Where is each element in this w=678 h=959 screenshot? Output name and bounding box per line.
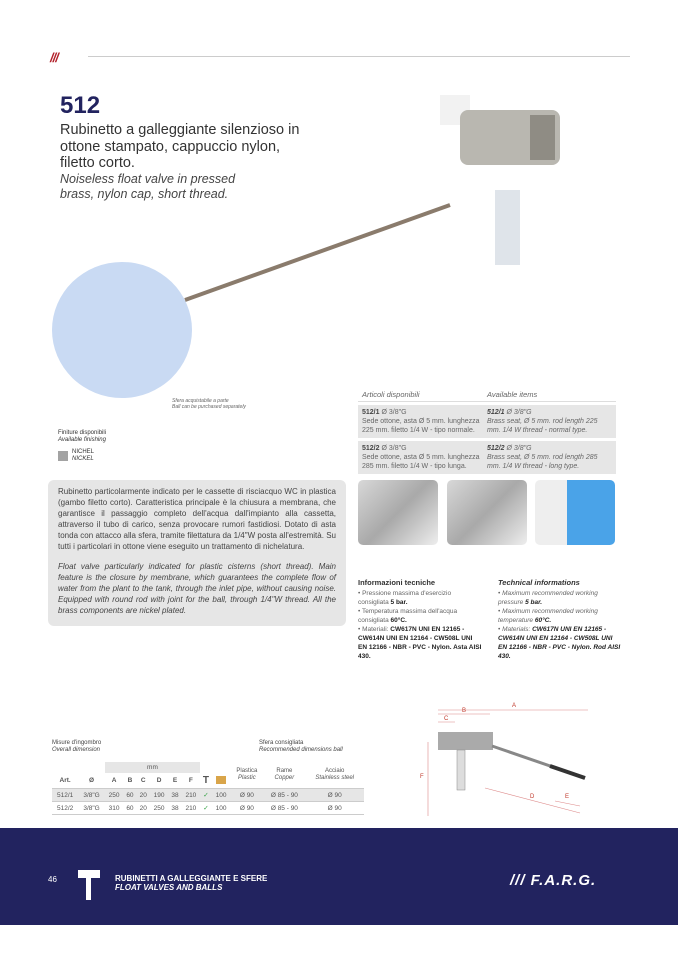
dim-label-c: C: [444, 716, 449, 722]
finishing-label-it: Finiture disponibili: [58, 430, 107, 436]
product-title-it: Rubinetto a galleggiante silenzioso in ottone stampato, cappuccio nylon, filetto corto.: [60, 122, 300, 171]
tech-value: 60°C.: [534, 617, 552, 624]
finishing-label-en: Available finishing: [58, 437, 106, 443]
table-cell: 20: [139, 804, 147, 812]
table-cell: 210: [185, 804, 197, 812]
articles-header-en: Available items: [487, 390, 538, 399]
ball-header: Copper: [274, 775, 295, 781]
table-cell: 210: [185, 791, 197, 799]
tech-value: 60°C.: [390, 617, 407, 624]
table-cell: Ø 90: [327, 804, 342, 812]
valve-icon: T: [202, 775, 210, 786]
article-desc-en: Brass seat, Ø 5 mm. rod length 225 mm. 1/4 W thread - normal type.: [487, 418, 598, 434]
article-size: Ø 3/8"G: [506, 409, 532, 416]
table-cell: 20: [139, 791, 147, 799]
article-code: 512/2: [487, 445, 505, 452]
table-cell: 310: [108, 804, 120, 812]
brand-logo: /// F.A.R.G.: [510, 872, 597, 889]
footer-title-en: FLOAT VALVES AND BALLS: [115, 883, 223, 892]
dim-label-b: B: [462, 708, 467, 714]
tech-item: Pressione massima d'esercizio consigliata: [358, 590, 452, 606]
article-desc-it: Sede ottone, asta Ø 5 mm. lunghezza 285 mm. filetto 1/4 W - tipo lunga.: [362, 454, 480, 470]
dimension-diagram: [400, 698, 595, 818]
dimension-row: [52, 789, 364, 802]
table-cell: Ø 90: [327, 791, 342, 799]
product-title-en: Noiseless float valve in pressed brass, nylon cap, short thread.: [60, 172, 236, 201]
article-size: Ø 3/8"G: [506, 445, 532, 452]
article-row: [358, 405, 616, 438]
article-code: 512/1: [487, 409, 505, 416]
table-cell: Ø 90: [239, 791, 254, 799]
finishing-option-en: NICKEL: [72, 456, 94, 462]
ball-header: Rame: [276, 768, 293, 774]
table-cell: 100: [215, 804, 227, 812]
table-cell: 60: [126, 791, 134, 799]
description-box: [48, 480, 346, 626]
article-row: [358, 441, 616, 474]
dim-label-a: A: [512, 703, 517, 709]
tech-value: CW617N UNI EN 12165 - CW614N UNI EN 12164 - CW508L UNI EN 12166 - NBR - PVC - Nylon. Rod AISI 430.: [498, 626, 621, 660]
check-icon: ✓: [203, 792, 209, 799]
tech-item: Maximum recommended working pressure: [498, 590, 598, 606]
tech-value: 5 bar.: [390, 599, 408, 606]
table-cell: 100: [215, 791, 227, 799]
ball-header: Stainless steel: [315, 775, 354, 781]
column-header: D: [156, 777, 162, 784]
description-it: Rubinetto particolarmente indicato per le cassette di risciacquo WC in plastica (gambo filetto corto). Caratteristica principale è la chiusura a membrana, che garantisce il passaggio completo dell'acqua dall'impianto alla cassetta, attraverso il tubo di carico, senza provocare rumori fastidiosi. Dotato di asta tonda con attacco alla sfera, tramite filettatura da 1/4"W posta all'estremità. Su tutti i particolari in ottone viene eseguito un trattamento di nichelatura.: [58, 487, 336, 551]
table-cell: 250: [108, 791, 120, 799]
check-icon: ✓: [203, 805, 209, 812]
tech-title-en: Technical informations: [498, 578, 580, 587]
unit-header: mm: [105, 762, 200, 773]
tech-info-en: Technical informations • Maximum recommended working pressure 5 bar. • Maximum recommended working temperature 60°C. • Materials: CW617N UNI EN 12165 - CW614N UNI EN 12164 - CW508L UNI EN 12166 - NBR - PVC - Nylon. Rod AISI 430.: [498, 578, 623, 661]
table-cell: Ø 85 - 90: [270, 804, 298, 812]
product-image: [50, 90, 580, 400]
ball-header: Acciaio: [324, 768, 345, 774]
article-desc-en: Brass seat, Ø 5 mm. rod length 285 mm. 1/4 W thread - long type.: [487, 454, 598, 470]
column-header: B: [127, 777, 133, 784]
table-cell: Ø 85 - 90: [270, 791, 298, 799]
dimensions-label-en: Overall dimension: [52, 747, 101, 753]
column-header: Art.: [59, 777, 71, 784]
table-cell: 38: [171, 804, 179, 812]
ball-label-it: Sfera consigliata: [259, 740, 304, 746]
table-cell: 3/8"G: [83, 791, 100, 799]
article-code: 512/2: [362, 445, 380, 452]
table-cell: 250: [153, 804, 165, 812]
article-desc-it: Sede ottone, asta Ø 5 mm. lunghezza 225 mm. filetto 1/4 W - tipo normale.: [362, 418, 480, 434]
ball-note-en: Ball can be purchased separately: [172, 404, 246, 410]
tech-item: Materials:: [502, 626, 533, 633]
dim-label-f: F: [420, 774, 424, 780]
column-header: E: [172, 777, 178, 784]
table-cell: 190: [153, 791, 165, 799]
articles-table: [358, 388, 616, 474]
article-size: Ø 3/8"G: [381, 445, 407, 452]
table-cell: 38: [171, 791, 179, 799]
detail-photo-1: [358, 480, 438, 545]
ball-note-it: Sfera acquistabile a parte: [172, 398, 229, 404]
footer-title-it: RUBINETTI A GALLEGGIANTE E SFERE: [115, 874, 268, 883]
dim-label-d: D: [530, 794, 535, 800]
valve-icon-stem: [86, 876, 91, 900]
ball-label-en: Recommended dimensions ball: [259, 747, 343, 753]
dim-label-e: E: [565, 794, 570, 800]
detail-photo-3: [535, 480, 615, 545]
finishing-swatch: [58, 451, 68, 461]
tech-item: Materiali:: [362, 626, 391, 633]
dimensions-section: [52, 740, 364, 815]
header-logo-marks: ///: [50, 50, 58, 65]
tech-item: Maximum recommended working temperature: [498, 608, 598, 624]
table-cell: 60: [126, 804, 134, 812]
column-header: A: [111, 777, 117, 784]
table-cell: Ø 90: [239, 804, 254, 812]
articles-header-it: Articoli disponibili: [362, 390, 420, 399]
article-code: 512/1: [362, 409, 380, 416]
tech-value: 5 bar.: [525, 599, 543, 606]
header-rule: [88, 56, 630, 57]
finishing-option-it: NICHEL: [72, 449, 95, 455]
tech-item: Temperatura massima dell'acqua consigliata: [358, 608, 458, 624]
description-en: Float valve particularly indicated for plastic cisterns (short thread). Main feature is the closure by membrane, which guarantees the complete flow of water from the plant to the tank, through the inlet pipe, without causing noise. Equipped with round rod with joint for the ball, through 1/4"W thread. All the brass components are nickel plated.: [58, 562, 336, 615]
column-header: Ø: [89, 777, 95, 784]
tech-value: CW617N UNI EN 12165 - CW614N UNI EN 12164 - CW508L UNI EN 12166 - NBR - PVC - Nylon. Asta AISI 430.: [358, 626, 482, 660]
tech-info-it: Informazioni tecniche • Pressione massima d'esercizio consigliata 5 bar. • Temperatura massima dell'acqua consigliata 60°C. • Materiali: CW617N UNI EN 12165 - CW614N UNI EN 12164 - CW508L UNI EN 12166 - NBR - PVC - Nylon. Asta AISI 430.: [358, 578, 482, 660]
dimensions-label-it: Misure d'ingombro: [52, 740, 102, 746]
page-number: 46: [48, 875, 57, 884]
table-cell: 512/2: [57, 804, 74, 812]
table-cell: 512/1: [57, 791, 74, 799]
ball-header: Plastic: [238, 775, 256, 781]
product-code: 512: [60, 92, 101, 119]
finishing: [58, 430, 106, 463]
detail-photo-2: [447, 480, 527, 545]
dimensions-table: [52, 762, 364, 815]
ball-header: Plastica: [236, 768, 258, 774]
column-header: F: [188, 777, 193, 784]
table-cell: 3/8"G: [83, 804, 100, 812]
dimension-row: [52, 802, 364, 815]
tech-title-it: Informazioni tecniche: [358, 578, 436, 587]
article-size: Ø 3/8"G: [381, 409, 407, 416]
column-header: C: [140, 777, 146, 784]
box-icon: [212, 773, 231, 789]
footer: [0, 828, 678, 925]
